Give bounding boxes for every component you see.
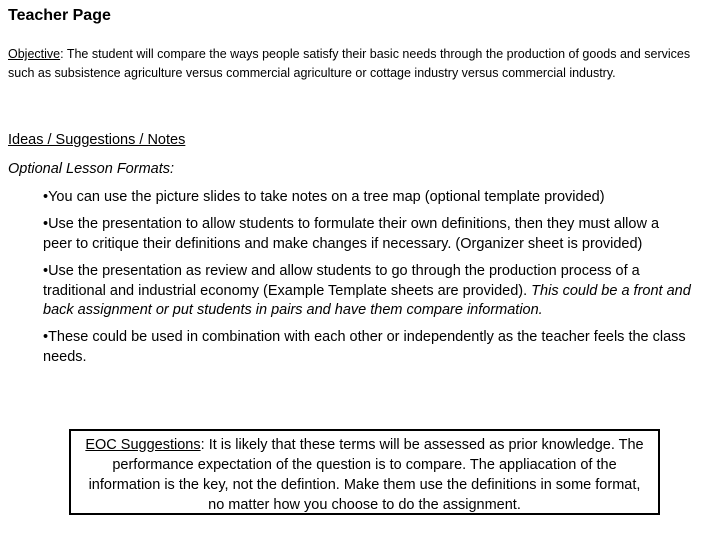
- objective-separator: :: [60, 47, 67, 61]
- objective-text: The student will compare the ways people satisfy their basic needs through the production of goods and services such as subsistence agriculture versus commercial agriculture or cottage industry versus commercial industry.: [8, 47, 691, 80]
- bullet-text: •Use the presentation as review and allow students to go through the production process of a traditional and industrial economy (Example Template sheets are provided).: [43, 263, 640, 299]
- bullet-text: •You can use the picture slides to take notes on a tree map (optional template provided): [43, 189, 605, 205]
- list-item: [43, 262, 691, 320]
- page-title: Teacher Page: [8, 7, 111, 24]
- eoc-separator: :: [200, 437, 209, 453]
- notes-heading: Ideas / Suggestions / Notes: [8, 132, 186, 148]
- eoc-text: It is likely that these terms will be assessed as prior knowledge. The performance expectation of the question is to compare. The appliacation of the information is the key, not the defintion. Make them use the definitions in some format, no matter how you choose to do the assignment.: [88, 437, 644, 513]
- list-item: [43, 188, 691, 207]
- bullet-italic-text: This could be a front and back assignment or put students in pairs and have them compare information.: [43, 282, 691, 319]
- lesson-formats-heading: Optional Lesson Formats:: [8, 161, 175, 177]
- lesson-format-list: [43, 188, 691, 375]
- eoc-label: EOC Suggestions: [85, 437, 201, 453]
- list-item: [43, 215, 691, 254]
- objective-label: Objective: [8, 47, 61, 61]
- objective-paragraph: [8, 45, 716, 83]
- eoc-suggestions-box: [69, 429, 660, 515]
- list-item: [43, 328, 691, 367]
- bullet-text: •These could be used in combination with each other or independently as the teacher feels the class needs.: [43, 329, 686, 365]
- bullet-text: •Use the presentation to allow students to formulate their own definitions, then they must allow a peer to critique their definitions and make changes if necessary. (Organizer sheet is provided): [43, 216, 660, 252]
